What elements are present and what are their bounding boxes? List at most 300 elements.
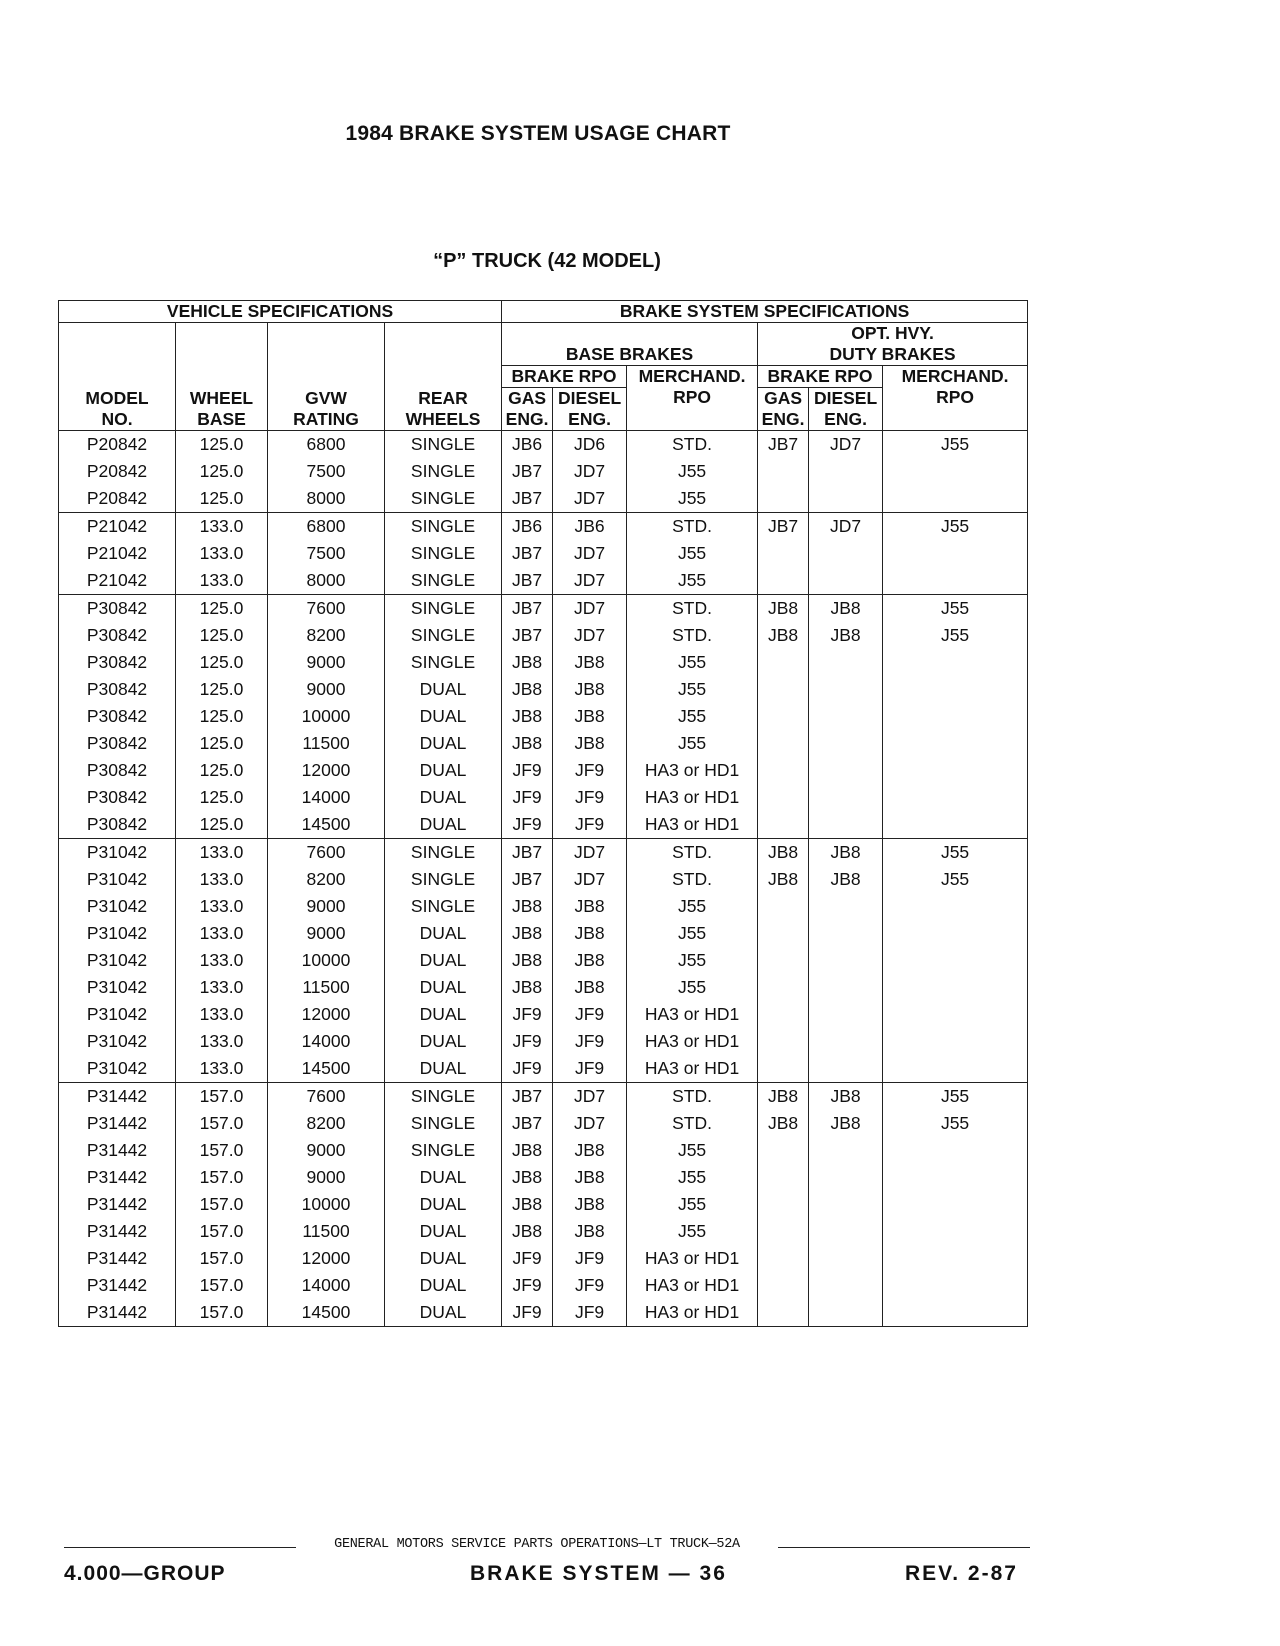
footer-revision: REV. 2-87 bbox=[905, 1562, 1018, 1585]
cell-opt-merchand-rpo: J55 bbox=[883, 1110, 1028, 1137]
cell-gvw-rating: 7600 bbox=[268, 595, 385, 623]
header-opt-heavy-duty-brakes bbox=[758, 323, 1028, 366]
header-opt-diesel-eng bbox=[809, 388, 883, 431]
cell-opt-gas-eng bbox=[758, 1245, 809, 1272]
cell-opt-diesel-eng bbox=[809, 1272, 883, 1299]
cell-gvw-rating: 9000 bbox=[268, 893, 385, 920]
cell-wheel-base: 133.0 bbox=[176, 893, 268, 920]
cell-opt-diesel-eng bbox=[809, 893, 883, 920]
table-row bbox=[59, 757, 1028, 784]
cell-opt-gas-eng bbox=[758, 458, 809, 485]
cell-base-gas-eng: JB7 bbox=[502, 839, 553, 867]
cell-wheel-base: 157.0 bbox=[176, 1218, 268, 1245]
header-opt-gas-eng bbox=[758, 388, 809, 431]
cell-rear-wheels: DUAL bbox=[385, 730, 502, 757]
cell-opt-merchand-rpo bbox=[883, 1245, 1028, 1272]
cell-opt-merchand-rpo bbox=[883, 1218, 1028, 1245]
cell-rear-wheels: DUAL bbox=[385, 1028, 502, 1055]
cell-base-merchand-rpo: J55 bbox=[627, 540, 758, 567]
cell-opt-diesel-eng: JB8 bbox=[809, 595, 883, 623]
cell-opt-merchand-rpo bbox=[883, 1164, 1028, 1191]
cell-rear-wheels: SINGLE bbox=[385, 431, 502, 459]
cell-base-diesel-eng: JF9 bbox=[553, 1001, 627, 1028]
cell-wheel-base: 133.0 bbox=[176, 1028, 268, 1055]
cell-rear-wheels: SINGLE bbox=[385, 1110, 502, 1137]
cell-opt-merchand-rpo bbox=[883, 485, 1028, 513]
cell-base-gas-eng: JB8 bbox=[502, 703, 553, 730]
cell-base-gas-eng: JB7 bbox=[502, 567, 553, 595]
cell-model-no: P30842 bbox=[59, 811, 176, 839]
cell-base-diesel-eng: JF9 bbox=[553, 1028, 627, 1055]
cell-opt-gas-eng bbox=[758, 893, 809, 920]
cell-gvw-rating: 14000 bbox=[268, 1028, 385, 1055]
cell-base-merchand-rpo: J55 bbox=[627, 1191, 758, 1218]
cell-base-diesel-eng: JB8 bbox=[553, 676, 627, 703]
cell-base-merchand-rpo: J55 bbox=[627, 974, 758, 1001]
cell-opt-diesel-eng bbox=[809, 703, 883, 730]
cell-opt-diesel-eng bbox=[809, 784, 883, 811]
header-wheels-label: WHEELS bbox=[405, 408, 481, 429]
cell-wheel-base: 125.0 bbox=[176, 485, 268, 513]
cell-opt-gas-eng bbox=[758, 1055, 809, 1083]
cell-opt-merchand-rpo bbox=[883, 974, 1028, 1001]
cell-opt-merchand-rpo: J55 bbox=[883, 1083, 1028, 1111]
table-row bbox=[59, 1272, 1028, 1299]
cell-base-merchand-rpo: STD. bbox=[627, 622, 758, 649]
cell-base-merchand-rpo: J55 bbox=[627, 703, 758, 730]
cell-base-gas-eng: JB8 bbox=[502, 893, 553, 920]
header-rear-wheels bbox=[385, 388, 502, 431]
cell-wheel-base: 125.0 bbox=[176, 730, 268, 757]
row-group bbox=[59, 595, 1028, 839]
cell-rear-wheels: SINGLE bbox=[385, 1137, 502, 1164]
cell-rear-wheels: DUAL bbox=[385, 1272, 502, 1299]
cell-gvw-rating: 8200 bbox=[268, 622, 385, 649]
cell-base-diesel-eng: JF9 bbox=[553, 1055, 627, 1083]
cell-base-merchand-rpo: STD. bbox=[627, 1083, 758, 1111]
cell-gvw-rating: 7600 bbox=[268, 1083, 385, 1111]
cell-opt-diesel-eng bbox=[809, 1191, 883, 1218]
table-row bbox=[59, 1191, 1028, 1218]
cell-base-merchand-rpo: STD. bbox=[627, 431, 758, 459]
cell-base-gas-eng: JB7 bbox=[502, 1110, 553, 1137]
cell-wheel-base: 125.0 bbox=[176, 649, 268, 676]
header-eng-label: ENG. bbox=[568, 409, 611, 429]
table-row bbox=[59, 1055, 1028, 1083]
cell-base-merchand-rpo: HA3 or HD1 bbox=[627, 1055, 758, 1083]
header-eng-label: ENG. bbox=[505, 409, 549, 429]
table-row bbox=[59, 540, 1028, 567]
cell-model-no: P20842 bbox=[59, 458, 176, 485]
cell-opt-diesel-eng: JD7 bbox=[809, 513, 883, 541]
cell-base-gas-eng: JB6 bbox=[502, 513, 553, 541]
table-row bbox=[59, 485, 1028, 513]
cell-opt-gas-eng: JB8 bbox=[758, 622, 809, 649]
cell-model-no: P20842 bbox=[59, 485, 176, 513]
table-row bbox=[59, 1299, 1028, 1327]
cell-model-no: P31042 bbox=[59, 1028, 176, 1055]
cell-base-gas-eng: JB8 bbox=[502, 1137, 553, 1164]
cell-opt-gas-eng: JB8 bbox=[758, 839, 809, 867]
cell-opt-gas-eng bbox=[758, 784, 809, 811]
cell-model-no: P31442 bbox=[59, 1218, 176, 1245]
cell-base-diesel-eng: JB8 bbox=[553, 947, 627, 974]
table-row bbox=[59, 1137, 1028, 1164]
header-merchand-label: MERCHAND. bbox=[638, 366, 746, 386]
cell-gvw-rating: 7500 bbox=[268, 540, 385, 567]
cell-wheel-base: 133.0 bbox=[176, 920, 268, 947]
table-row bbox=[59, 839, 1028, 867]
cell-base-merchand-rpo: J55 bbox=[627, 485, 758, 513]
cell-base-gas-eng: JB6 bbox=[502, 431, 553, 459]
cell-opt-merchand-rpo bbox=[883, 540, 1028, 567]
cell-opt-diesel-eng: JB8 bbox=[809, 839, 883, 867]
header-wheel-base bbox=[176, 388, 268, 431]
cell-wheel-base: 125.0 bbox=[176, 811, 268, 839]
cell-base-merchand-rpo: STD. bbox=[627, 839, 758, 867]
header-rear-label: REAR bbox=[418, 387, 468, 408]
cell-opt-diesel-eng bbox=[809, 1164, 883, 1191]
header-spacer-model bbox=[59, 323, 176, 388]
cell-base-merchand-rpo: J55 bbox=[627, 920, 758, 947]
cell-opt-gas-eng bbox=[758, 1299, 809, 1327]
table-row bbox=[59, 1164, 1028, 1191]
cell-gvw-rating: 7600 bbox=[268, 839, 385, 867]
cell-base-diesel-eng: JB8 bbox=[553, 1164, 627, 1191]
cell-base-merchand-rpo: J55 bbox=[627, 947, 758, 974]
cell-opt-diesel-eng bbox=[809, 757, 883, 784]
cell-rear-wheels: DUAL bbox=[385, 1218, 502, 1245]
footer-rule-left bbox=[64, 1547, 296, 1548]
cell-base-gas-eng: JF9 bbox=[502, 1299, 553, 1327]
cell-base-merchand-rpo: HA3 or HD1 bbox=[627, 784, 758, 811]
cell-base-merchand-rpo: HA3 or HD1 bbox=[627, 1028, 758, 1055]
cell-model-no: P31042 bbox=[59, 1055, 176, 1083]
cell-base-gas-eng: JB7 bbox=[502, 1083, 553, 1111]
cell-rear-wheels: DUAL bbox=[385, 974, 502, 1001]
cell-opt-merchand-rpo bbox=[883, 567, 1028, 595]
cell-wheel-base: 133.0 bbox=[176, 947, 268, 974]
cell-opt-merchand-rpo bbox=[883, 1272, 1028, 1299]
cell-opt-diesel-eng bbox=[809, 676, 883, 703]
footer-section-page: BRAKE SYSTEM — 36 bbox=[470, 1562, 727, 1585]
cell-gvw-rating: 14000 bbox=[268, 1272, 385, 1299]
cell-base-diesel-eng: JF9 bbox=[553, 1299, 627, 1327]
cell-opt-gas-eng bbox=[758, 1137, 809, 1164]
cell-opt-diesel-eng bbox=[809, 458, 883, 485]
cell-rear-wheels: SINGLE bbox=[385, 893, 502, 920]
header-spacer-wheel bbox=[176, 323, 268, 388]
cell-base-merchand-rpo: HA3 or HD1 bbox=[627, 1272, 758, 1299]
cell-gvw-rating: 14500 bbox=[268, 1055, 385, 1083]
header-gas-label: GAS bbox=[508, 388, 547, 408]
cell-base-diesel-eng: JD7 bbox=[553, 1083, 627, 1111]
cell-base-gas-eng: JF9 bbox=[502, 1001, 553, 1028]
header-rpo-label: RPO bbox=[673, 387, 712, 407]
table-row bbox=[59, 866, 1028, 893]
table-row bbox=[59, 1218, 1028, 1245]
cell-gvw-rating: 11500 bbox=[268, 730, 385, 757]
cell-model-no: P31442 bbox=[59, 1272, 176, 1299]
header-model-no bbox=[59, 388, 176, 431]
cell-opt-diesel-eng bbox=[809, 1137, 883, 1164]
cell-opt-diesel-eng: JD7 bbox=[809, 431, 883, 459]
cell-base-merchand-rpo: HA3 or HD1 bbox=[627, 1245, 758, 1272]
cell-rear-wheels: SINGLE bbox=[385, 1083, 502, 1111]
header-base-merchand-rpo bbox=[627, 366, 758, 431]
cell-rear-wheels: DUAL bbox=[385, 1055, 502, 1083]
cell-opt-gas-eng bbox=[758, 757, 809, 784]
cell-base-diesel-eng: JB8 bbox=[553, 920, 627, 947]
cell-base-diesel-eng: JB8 bbox=[553, 1218, 627, 1245]
cell-rear-wheels: SINGLE bbox=[385, 485, 502, 513]
cell-opt-gas-eng bbox=[758, 1272, 809, 1299]
cell-opt-merchand-rpo bbox=[883, 1191, 1028, 1218]
cell-wheel-base: 125.0 bbox=[176, 676, 268, 703]
cell-wheel-base: 157.0 bbox=[176, 1245, 268, 1272]
footer-publisher-line: GENERAL MOTORS SERVICE PARTS OPERATIONS—LT TRUCK—52A bbox=[334, 1537, 740, 1552]
cell-opt-merchand-rpo bbox=[883, 1137, 1028, 1164]
header-base-brakes: BASE BRAKES bbox=[502, 323, 758, 366]
cell-gvw-rating: 10000 bbox=[268, 947, 385, 974]
cell-wheel-base: 157.0 bbox=[176, 1137, 268, 1164]
cell-base-merchand-rpo: HA3 or HD1 bbox=[627, 757, 758, 784]
cell-opt-diesel-eng bbox=[809, 920, 883, 947]
header-rating-label: RATING bbox=[293, 408, 359, 429]
cell-opt-diesel-eng bbox=[809, 1001, 883, 1028]
cell-opt-diesel-eng bbox=[809, 540, 883, 567]
cell-opt-merchand-rpo bbox=[883, 1055, 1028, 1083]
cell-opt-gas-eng: JB7 bbox=[758, 513, 809, 541]
cell-base-diesel-eng: JF9 bbox=[553, 811, 627, 839]
cell-base-gas-eng: JB7 bbox=[502, 540, 553, 567]
cell-opt-merchand-rpo bbox=[883, 1001, 1028, 1028]
cell-opt-merchand-rpo bbox=[883, 757, 1028, 784]
cell-rear-wheels: SINGLE bbox=[385, 839, 502, 867]
cell-base-merchand-rpo: J55 bbox=[627, 1218, 758, 1245]
cell-base-gas-eng: JF9 bbox=[502, 757, 553, 784]
cell-opt-diesel-eng: JB8 bbox=[809, 622, 883, 649]
cell-base-diesel-eng: JD6 bbox=[553, 431, 627, 459]
header-merchand-label: MERCHAND. bbox=[901, 366, 1009, 386]
cell-wheel-base: 125.0 bbox=[176, 757, 268, 784]
cell-opt-diesel-eng bbox=[809, 567, 883, 595]
cell-rear-wheels: DUAL bbox=[385, 1164, 502, 1191]
cell-base-gas-eng: JB7 bbox=[502, 485, 553, 513]
cell-base-diesel-eng: JB8 bbox=[553, 730, 627, 757]
cell-gvw-rating: 6800 bbox=[268, 513, 385, 541]
cell-opt-gas-eng bbox=[758, 1191, 809, 1218]
page-subtitle: “P” TRUCK (42 MODEL) bbox=[433, 250, 661, 272]
cell-opt-gas-eng bbox=[758, 730, 809, 757]
header-gvw-rating bbox=[268, 388, 385, 431]
cell-opt-merchand-rpo: J55 bbox=[883, 622, 1028, 649]
cell-opt-merchand-rpo: J55 bbox=[883, 595, 1028, 623]
cell-opt-diesel-eng: JB8 bbox=[809, 866, 883, 893]
row-group bbox=[59, 513, 1028, 595]
cell-gvw-rating: 6800 bbox=[268, 431, 385, 459]
cell-base-gas-eng: JB8 bbox=[502, 920, 553, 947]
cell-opt-diesel-eng bbox=[809, 1218, 883, 1245]
cell-base-diesel-eng: JD7 bbox=[553, 1110, 627, 1137]
cell-model-no: P31442 bbox=[59, 1164, 176, 1191]
cell-base-gas-eng: JF9 bbox=[502, 1028, 553, 1055]
cell-base-diesel-eng: JF9 bbox=[553, 1272, 627, 1299]
cell-base-gas-eng: JB8 bbox=[502, 676, 553, 703]
cell-gvw-rating: 10000 bbox=[268, 1191, 385, 1218]
cell-wheel-base: 133.0 bbox=[176, 974, 268, 1001]
cell-model-no: P21042 bbox=[59, 540, 176, 567]
header-spacer-gvw bbox=[268, 323, 385, 388]
cell-rear-wheels: DUAL bbox=[385, 784, 502, 811]
cell-opt-gas-eng: JB8 bbox=[758, 866, 809, 893]
table-row bbox=[59, 622, 1028, 649]
cell-base-merchand-rpo: HA3 or HD1 bbox=[627, 1299, 758, 1327]
cell-opt-diesel-eng bbox=[809, 1055, 883, 1083]
table-row bbox=[59, 1028, 1028, 1055]
cell-model-no: P31442 bbox=[59, 1299, 176, 1327]
cell-base-gas-eng: JB8 bbox=[502, 1191, 553, 1218]
table-row bbox=[59, 920, 1028, 947]
cell-opt-merchand-rpo bbox=[883, 703, 1028, 730]
cell-base-diesel-eng: JB8 bbox=[553, 1137, 627, 1164]
cell-opt-gas-eng bbox=[758, 649, 809, 676]
cell-opt-merchand-rpo bbox=[883, 920, 1028, 947]
cell-opt-gas-eng bbox=[758, 1001, 809, 1028]
cell-model-no: P30842 bbox=[59, 703, 176, 730]
cell-opt-merchand-rpo bbox=[883, 649, 1028, 676]
cell-base-merchand-rpo: J55 bbox=[627, 567, 758, 595]
cell-gvw-rating: 11500 bbox=[268, 974, 385, 1001]
cell-model-no: P31442 bbox=[59, 1083, 176, 1111]
header-diesel-label: DIESEL bbox=[557, 388, 622, 408]
cell-rear-wheels: SINGLE bbox=[385, 540, 502, 567]
cell-opt-gas-eng bbox=[758, 974, 809, 1001]
cell-model-no: P20842 bbox=[59, 431, 176, 459]
cell-opt-gas-eng: JB8 bbox=[758, 1083, 809, 1111]
table-row bbox=[59, 811, 1028, 839]
header-brake-system-specifications: BRAKE SYSTEM SPECIFICATIONS bbox=[502, 301, 1028, 323]
cell-model-no: P31042 bbox=[59, 974, 176, 1001]
cell-base-merchand-rpo: STD. bbox=[627, 1110, 758, 1137]
cell-gvw-rating: 9000 bbox=[268, 649, 385, 676]
cell-base-gas-eng: JB7 bbox=[502, 622, 553, 649]
cell-opt-merchand-rpo: J55 bbox=[883, 839, 1028, 867]
cell-model-no: P30842 bbox=[59, 757, 176, 784]
cell-base-gas-eng: JF9 bbox=[502, 1272, 553, 1299]
cell-wheel-base: 133.0 bbox=[176, 866, 268, 893]
header-base-label: BASE bbox=[197, 408, 246, 429]
cell-base-diesel-eng: JD7 bbox=[553, 622, 627, 649]
cell-rear-wheels: SINGLE bbox=[385, 595, 502, 623]
cell-base-gas-eng: JB7 bbox=[502, 458, 553, 485]
header-opt-brake-rpo: BRAKE RPO bbox=[758, 366, 883, 388]
cell-opt-merchand-rpo bbox=[883, 1028, 1028, 1055]
cell-rear-wheels: SINGLE bbox=[385, 458, 502, 485]
cell-model-no: P30842 bbox=[59, 595, 176, 623]
cell-base-merchand-rpo: STD. bbox=[627, 513, 758, 541]
table-row bbox=[59, 1001, 1028, 1028]
cell-opt-diesel-eng bbox=[809, 1299, 883, 1327]
cell-opt-gas-eng: JB8 bbox=[758, 1110, 809, 1137]
cell-opt-gas-eng bbox=[758, 1028, 809, 1055]
table-row bbox=[59, 595, 1028, 623]
cell-wheel-base: 125.0 bbox=[176, 784, 268, 811]
page-title: 1984 BRAKE SYSTEM USAGE CHART bbox=[345, 122, 731, 145]
cell-rear-wheels: DUAL bbox=[385, 1001, 502, 1028]
cell-gvw-rating: 10000 bbox=[268, 703, 385, 730]
cell-opt-gas-eng bbox=[758, 947, 809, 974]
cell-opt-gas-eng bbox=[758, 540, 809, 567]
cell-model-no: P31042 bbox=[59, 920, 176, 947]
table-row bbox=[59, 784, 1028, 811]
header-no-label: NO. bbox=[101, 408, 133, 429]
cell-wheel-base: 133.0 bbox=[176, 1055, 268, 1083]
cell-base-diesel-eng: JD7 bbox=[553, 595, 627, 623]
cell-base-diesel-eng: JD7 bbox=[553, 540, 627, 567]
cell-base-gas-eng: JF9 bbox=[502, 784, 553, 811]
table-row bbox=[59, 676, 1028, 703]
cell-model-no: P31042 bbox=[59, 893, 176, 920]
cell-base-diesel-eng: JF9 bbox=[553, 1245, 627, 1272]
table-row bbox=[59, 649, 1028, 676]
footer-group: 4.000—GROUP bbox=[64, 1562, 226, 1585]
table-row bbox=[59, 1083, 1028, 1111]
brake-usage-table bbox=[58, 300, 1028, 1327]
table-row bbox=[59, 947, 1028, 974]
header-row-2 bbox=[59, 323, 1028, 366]
cell-opt-gas-eng bbox=[758, 703, 809, 730]
cell-model-no: P31042 bbox=[59, 1001, 176, 1028]
cell-gvw-rating: 9000 bbox=[268, 1164, 385, 1191]
cell-model-no: P30842 bbox=[59, 649, 176, 676]
cell-model-no: P31442 bbox=[59, 1110, 176, 1137]
header-eng-label: ENG. bbox=[824, 409, 867, 429]
cell-gvw-rating: 7500 bbox=[268, 458, 385, 485]
cell-wheel-base: 157.0 bbox=[176, 1191, 268, 1218]
cell-rear-wheels: SINGLE bbox=[385, 866, 502, 893]
cell-rear-wheels: SINGLE bbox=[385, 649, 502, 676]
cell-wheel-base: 157.0 bbox=[176, 1299, 268, 1327]
cell-opt-diesel-eng bbox=[809, 947, 883, 974]
header-gvw-label: GVW bbox=[305, 387, 347, 408]
cell-opt-merchand-rpo bbox=[883, 784, 1028, 811]
cell-base-gas-eng: JB7 bbox=[502, 595, 553, 623]
cell-opt-merchand-rpo bbox=[883, 1299, 1028, 1327]
cell-base-diesel-eng: JD7 bbox=[553, 567, 627, 595]
cell-wheel-base: 157.0 bbox=[176, 1083, 268, 1111]
cell-base-gas-eng: JF9 bbox=[502, 1055, 553, 1083]
cell-opt-merchand-rpo bbox=[883, 458, 1028, 485]
cell-base-diesel-eng: JF9 bbox=[553, 784, 627, 811]
cell-opt-gas-eng bbox=[758, 676, 809, 703]
cell-wheel-base: 157.0 bbox=[176, 1110, 268, 1137]
cell-base-merchand-rpo: HA3 or HD1 bbox=[627, 811, 758, 839]
cell-wheel-base: 133.0 bbox=[176, 513, 268, 541]
cell-opt-gas-eng bbox=[758, 567, 809, 595]
header-gas-label: GAS bbox=[764, 388, 803, 408]
cell-base-merchand-rpo: J55 bbox=[627, 458, 758, 485]
cell-gvw-rating: 12000 bbox=[268, 757, 385, 784]
header-opt-line-2: DUTY BRAKES bbox=[829, 344, 956, 364]
cell-gvw-rating: 9000 bbox=[268, 676, 385, 703]
cell-wheel-base: 125.0 bbox=[176, 622, 268, 649]
cell-rear-wheels: DUAL bbox=[385, 811, 502, 839]
cell-wheel-base: 125.0 bbox=[176, 703, 268, 730]
cell-rear-wheels: DUAL bbox=[385, 676, 502, 703]
cell-base-diesel-eng: JB8 bbox=[553, 974, 627, 1001]
cell-rear-wheels: DUAL bbox=[385, 1245, 502, 1272]
